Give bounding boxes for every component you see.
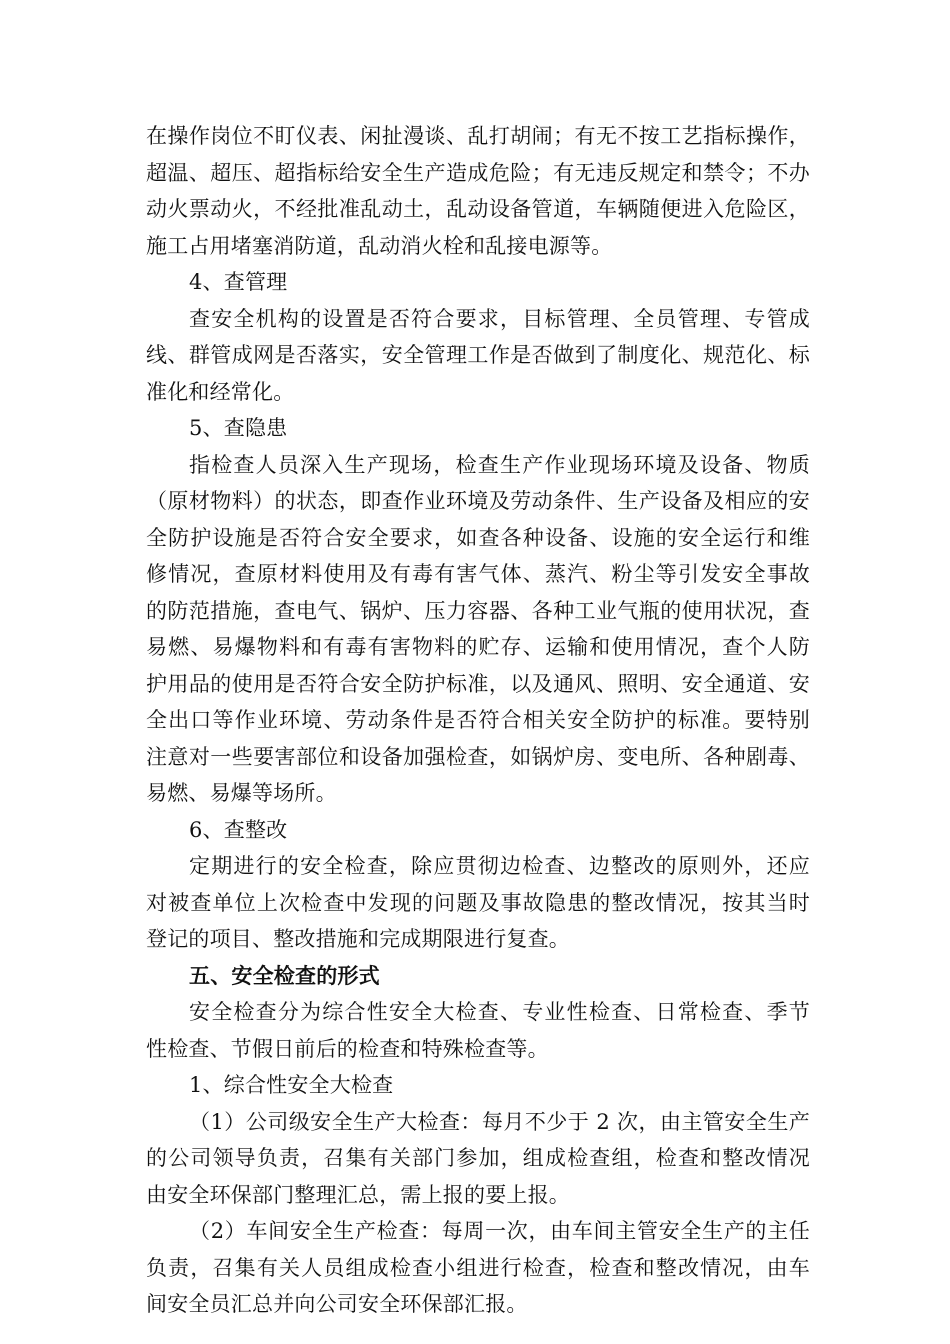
text-line: 性检查、节假日前后的检查和特殊检查等。	[146, 1036, 549, 1061]
text-line: 易燃、易爆等场所。	[146, 781, 337, 805]
text-line: 5、查隐患	[189, 416, 288, 440]
text-line: 修情况，查原材料使用及有毒有害气体、蒸汽、粉尘等引发安全事故	[146, 562, 810, 586]
text-line: 的公司领导负责，召集有关部门参加，组成检查组，检查和整改情况	[146, 1146, 810, 1170]
text-line: 由安全环保部门整理汇总，需上报的要上报。	[146, 1182, 570, 1207]
text-line: 登记的项目、整改措施和完成期限进行复查。	[146, 927, 570, 951]
text-line: 超温、超压、超指标给安全生产造成危险；有无违反规定和禁令；不办	[146, 160, 810, 185]
document-page	[146, 118, 810, 1323]
text-line: 准化和经常化。	[146, 379, 295, 404]
text-line: 对被查单位上次检查中发现的问题及事故隐患的整改情况，按其当时	[146, 890, 810, 915]
text-line: 指检查人员深入生产现场，检查生产作业现场环境及设备、物质	[189, 452, 810, 477]
text-line: （原材物料）的状态，即查作业环境及劳动条件、生产设备及相应的安	[146, 489, 810, 513]
text-line: 4、查管理	[189, 270, 288, 294]
text-line: 查安全机构的设置是否符合要求，目标管理、全员管理、专管成	[189, 306, 810, 331]
text-line: 全防护设施是否符合安全要求，如查各种设备、设施的安全运行和维	[146, 525, 810, 550]
text-line: 全出口等作业环境、劳动条件是否符合相关安全防护的标准。要特别	[146, 708, 810, 732]
text-line: 负责，召集有关人员组成检查小组进行检查，检查和整改情况，由车	[146, 1255, 810, 1280]
text-line: 施工占用堵塞消防道，乱动消火栓和乱接电源等。	[146, 233, 613, 258]
text-line: 注意对一些要害部位和设备加强检查，如锅炉房、变电所、各种剧毒、	[146, 744, 810, 769]
text-line: 易燃、易爆物料和有毒有害物料的贮存、运输和使用情况，查个人防	[146, 635, 810, 659]
text-line: 1、综合性安全大检查	[189, 1073, 394, 1097]
text-line: 6、查整改	[189, 817, 288, 842]
text-line: 间安全员汇总并向公司安全环保部汇报。	[146, 1292, 528, 1316]
text-line: 护用品的使用是否符合安全防护标准，以及通风、照明、安全通道、安	[146, 671, 810, 696]
text-line: 的防范措施，查电气、锅炉、压力容器、各种工业气瓶的使用状况，查	[146, 598, 810, 623]
text-line: 线、群管成网是否落实，安全管理工作是否做到了制度化、规范化、标	[146, 343, 810, 367]
text-line: 动火票动火，不经批准乱动土，乱动设备管道，车辆随便进入危险区，	[146, 197, 810, 221]
text-line: （1）公司级安全生产大检查：每月不少于 2 次，由主管安全生产	[189, 1109, 810, 1134]
text-line: （2）车间安全生产检查：每周一次，由车间主管安全生产的主任	[189, 1219, 810, 1243]
section-heading: 五、安全检查的形式	[189, 962, 380, 988]
text-line: 安全检查分为综合性安全大检查、专业性检查、日常检查、季节	[189, 1000, 810, 1024]
text-line: 定期进行的安全检查，除应贯彻边检查、边整改的原则外，还应	[189, 854, 810, 878]
text-line: 在操作岗位不盯仪表、闲扯漫谈、乱打胡闹；有无不按工艺指标操作，	[146, 124, 810, 148]
